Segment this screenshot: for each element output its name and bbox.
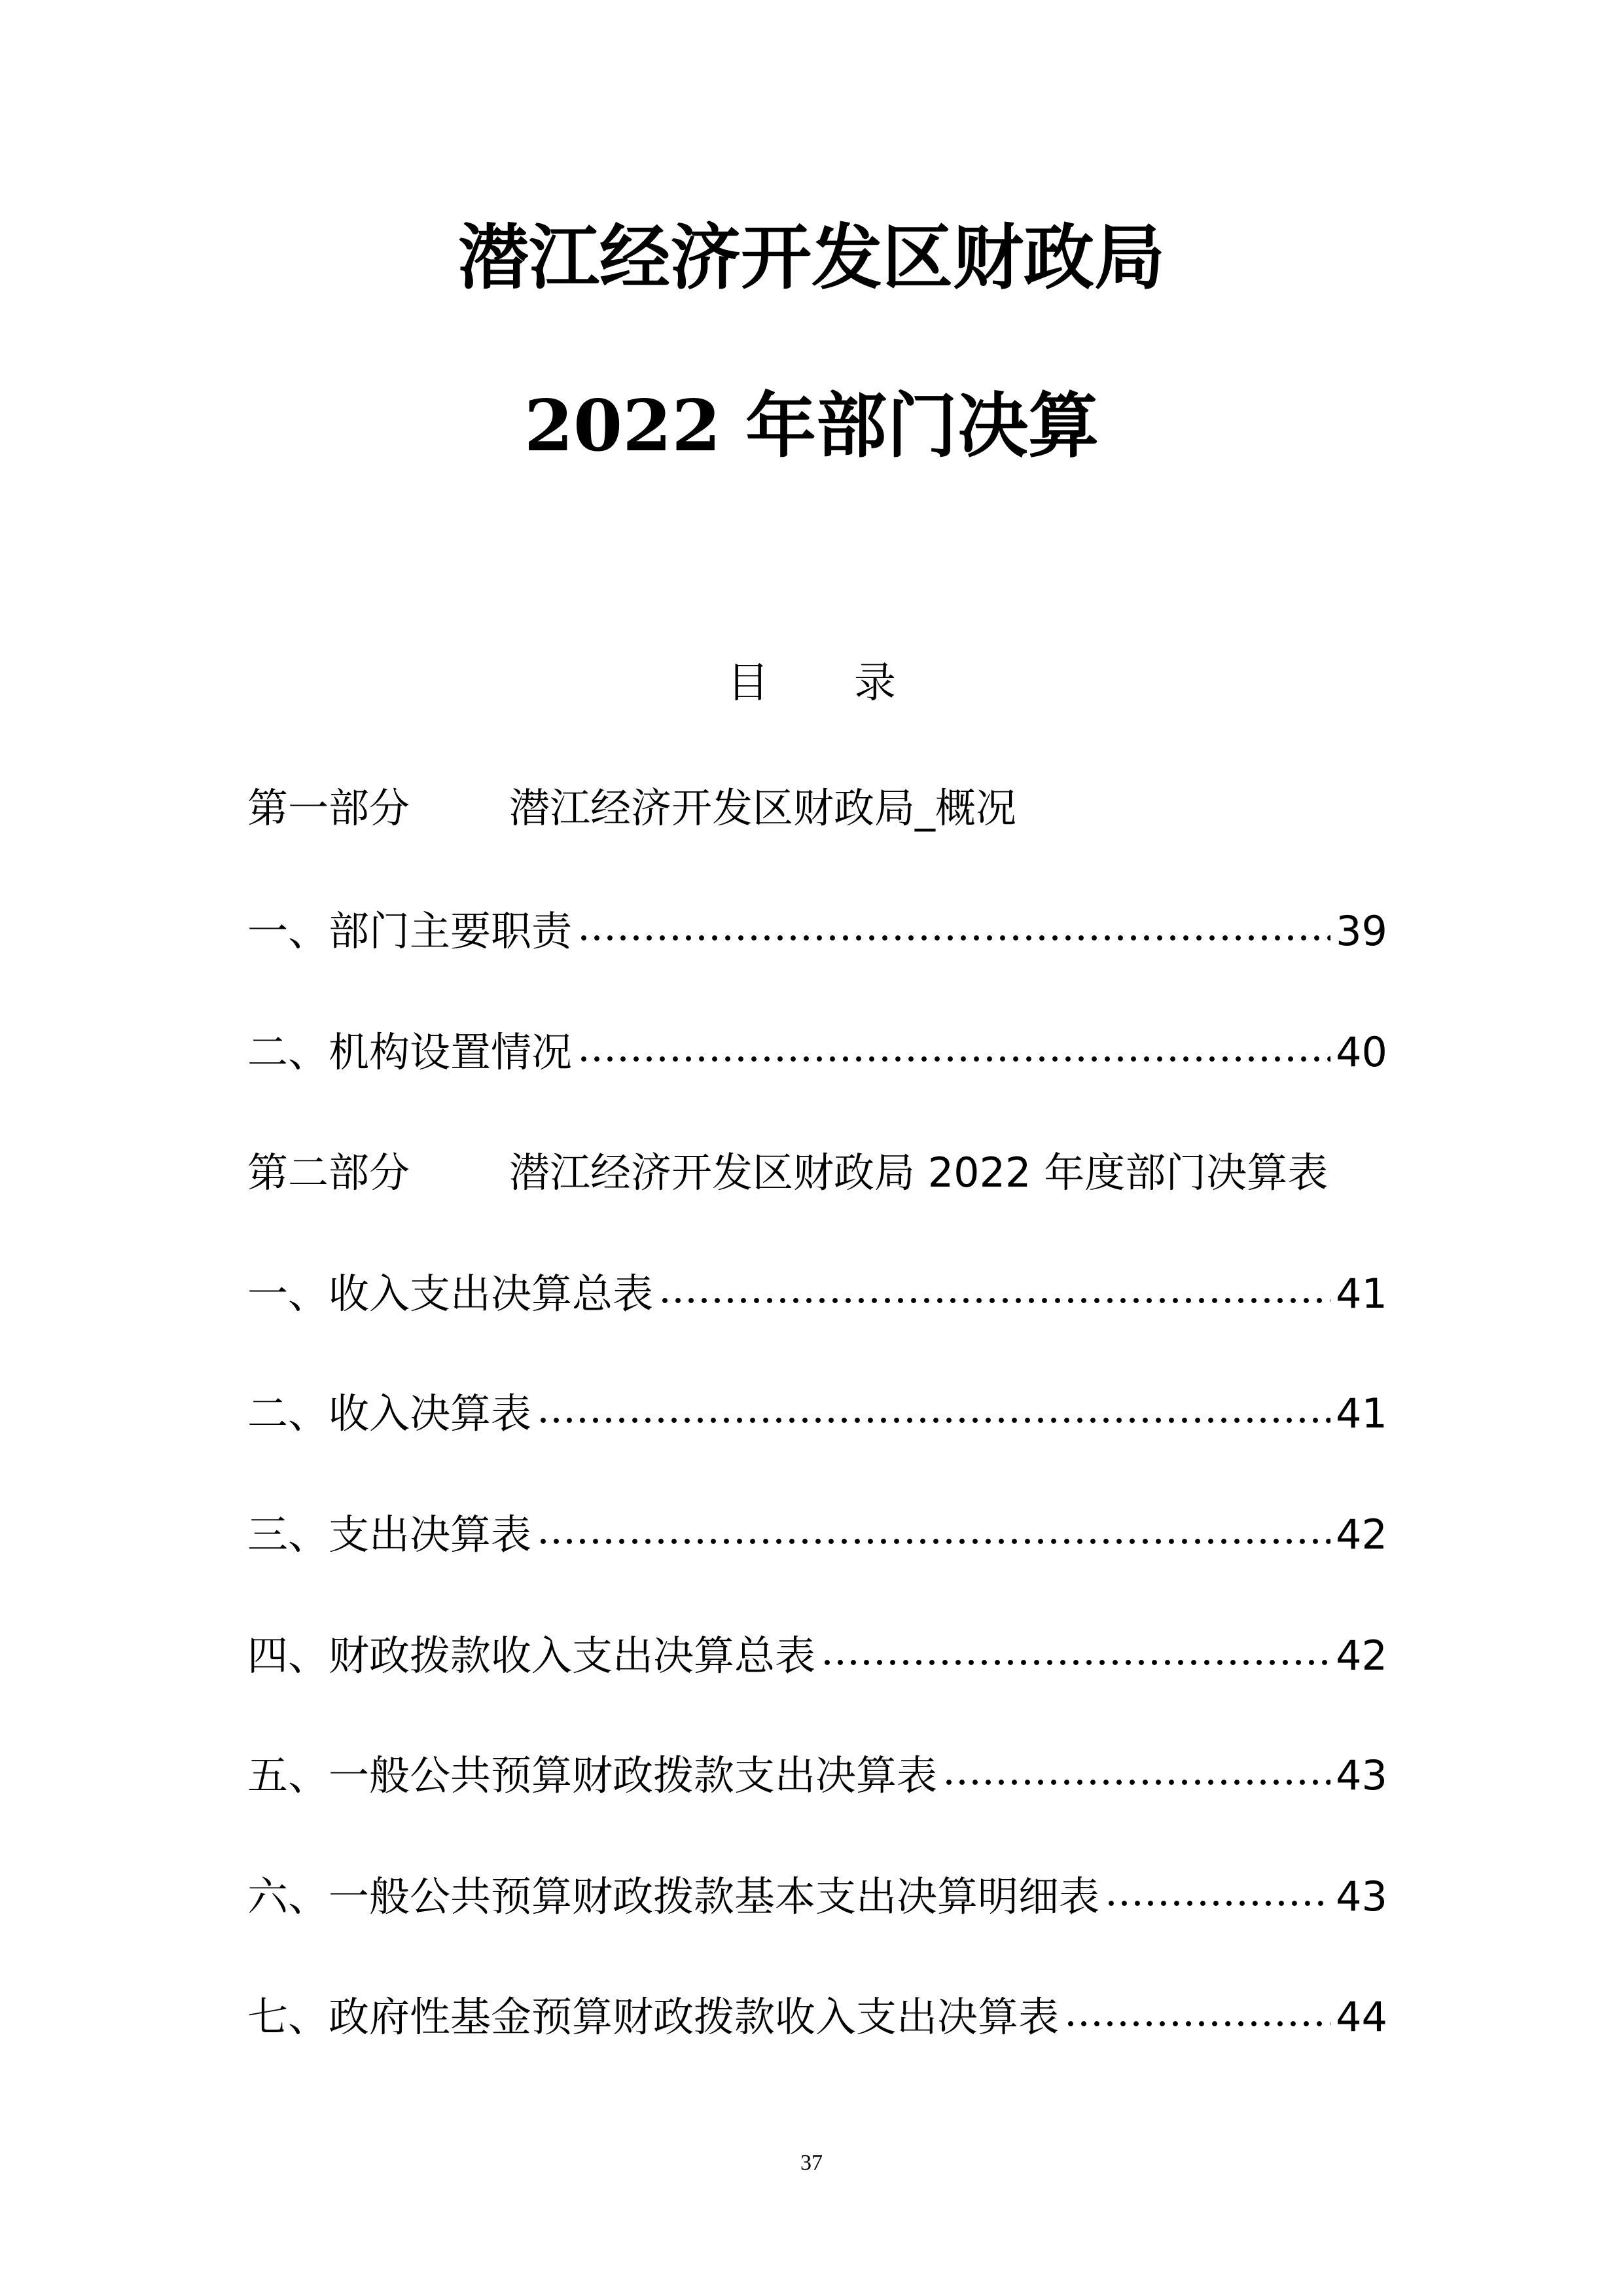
toc-dot-leader <box>577 935 1330 941</box>
toc-heading: 目录 <box>727 659 981 708</box>
toc-part-label: 第一部分 <box>247 784 410 832</box>
toc-entry-label: 三、支出决算表 <box>247 1511 532 1558</box>
document-title: 潜江经济开发区财政局 <box>457 217 1165 299</box>
toc-dot-leader <box>658 1297 1330 1304</box>
toc-part-title: 潜江经济开发区财政局_概况 <box>509 784 1017 832</box>
toc-part-heading[interactable] <box>247 1147 1387 1199</box>
toc-part-title: 潜江经济开发区财政局 2022 年度部门决算表 <box>509 1149 1329 1196</box>
toc-dot-leader <box>942 1779 1330 1785</box>
toc-entry[interactable] <box>247 1026 1387 1079</box>
toc-entry-page: 41 <box>1336 1390 1387 1437</box>
toc-entry-label: 二、机构设置情况 <box>247 1028 573 1076</box>
toc-entry-page: 43 <box>1336 1873 1387 1920</box>
toc-entry-label: 二、收入决算表 <box>247 1390 532 1437</box>
toc-entry-label: 一、部门主要职责 <box>247 907 573 955</box>
toc-part-heading[interactable] <box>247 782 1387 834</box>
toc-entry-page: 39 <box>1336 907 1387 955</box>
toc-entry-page: 40 <box>1336 1028 1387 1076</box>
toc-dot-leader <box>537 1417 1330 1424</box>
toc-entry[interactable] <box>247 1749 1387 1802</box>
toc-dot-leader <box>821 1659 1330 1666</box>
toc-entry[interactable] <box>247 1871 1387 1923</box>
toc-dot-leader <box>537 1538 1330 1545</box>
toc-entry-label: 六、一般公共预算财政拨款基本支出决算明细表 <box>247 1873 1100 1920</box>
toc-entry-label: 一、收入支出决算总表 <box>247 1270 654 1318</box>
toc-entry-page: 43 <box>1336 1751 1387 1799</box>
toc-entry[interactable] <box>247 1630 1387 1682</box>
toc-entry-label: 四、财政拨款收入支出决算总表 <box>247 1632 816 1679</box>
toc-entry[interactable] <box>247 1509 1387 1561</box>
toc-entry-page: 41 <box>1336 1270 1387 1318</box>
toc-entry[interactable] <box>247 1991 1387 2043</box>
toc-entry[interactable] <box>247 1388 1387 1440</box>
toc-entry-label: 七、政府性基金预算财政拨款收入支出决算表 <box>247 1993 1060 2041</box>
toc-entry-page: 44 <box>1336 1993 1387 2041</box>
toc-entry-page: 42 <box>1336 1632 1387 1679</box>
toc-entry[interactable] <box>247 1268 1387 1320</box>
toc-part-label: 第二部分 <box>247 1149 410 1196</box>
document-subtitle: 2022 年部门决算 <box>524 385 1099 467</box>
toc-dot-leader <box>1105 1900 1330 1907</box>
toc-entry-page: 42 <box>1336 1511 1387 1558</box>
toc-dot-leader <box>577 1056 1330 1062</box>
toc-dot-leader <box>1064 2020 1330 2027</box>
page-number: 37 <box>800 2151 823 2175</box>
toc-entry[interactable] <box>247 905 1387 958</box>
toc-entry-label: 五、一般公共预算财政拨款支出决算表 <box>247 1751 938 1799</box>
